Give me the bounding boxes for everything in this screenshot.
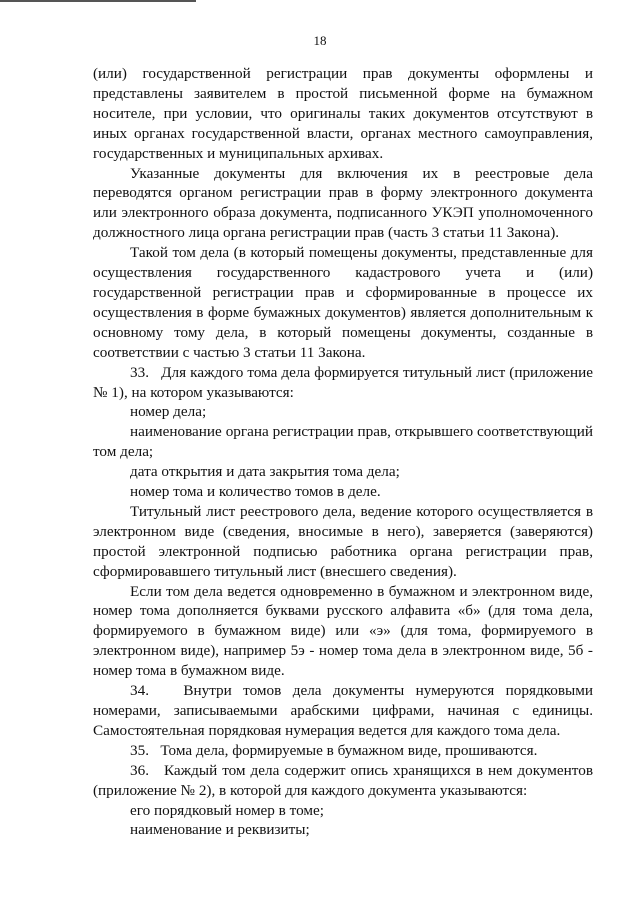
clause-33: 33. Для каждого тома дела формируется титульный лист (приложение № 1), на котором указываются: — [93, 363, 593, 401]
clause-34: 34. Внутри томов дела документы нумеруются порядковыми номерами, записываемыми арабскими цифрами, начиная с единицы. Самостоятельная порядковая нумерация ведется для каждого тома дела. — [93, 682, 593, 739]
clause-36: 36. Каждый том дела содержит опись хранящихся в нем документов (приложение № 2), в которой для каждого документа указываются: — [93, 761, 593, 799]
paragraph-continuation: (или) государственной регистрации прав документы оформлены и представлены заявителем в простой письменной форме на бумажном носителе, при условии, что оригиналы таких документов отсутствуют в иных органах государственной власти, органах местного самоуправления, государственных и муниципальных архивах. — [93, 65, 593, 162]
paragraph: Титульный лист реестрового дела, ведение которого осуществляется в электронном виде (сведения, вносимые в него), заверяется (заверяются) простой электронной подписью работника органа регистрации прав, сформировавшего титульный лист (внесшего сведения). — [93, 502, 593, 580]
paragraph: Такой том дела (в который помещены документы, представленные для осуществления государственного кадастрового учета и (или) государственной регистрации прав и сформированные в процессе их осуществления в форме бумажных документов) является дополнительным к основному тому дела, в который помещены документы, созданные в соответствии с частью 3 статьи 11 Закона. — [93, 244, 593, 361]
page-number: 18 — [313, 33, 327, 48]
paragraph: Указанные документы для включения их в реестровые дела переводятся органом регистрации прав в форму электронного документа или электронного образа документа, подписанного УКЭП уполномоченного должностного лица органа регистрации прав (часть 3 статьи 11 Закона). — [93, 164, 593, 242]
document-body — [93, 64, 593, 840]
list-item: номер тома и количество томов в деле. — [130, 483, 381, 501]
list-item: дата открытия и дата закрытия тома дела; — [130, 463, 400, 481]
top-rule — [0, 0, 196, 2]
list-item: его порядковый номер в томе; — [130, 801, 324, 819]
paragraph: Если том дела ведется одновременно в бумажном и электронном виде, номер тома дополняется буквами русского алфавита «б» (для тома дела, формируемого в бумажном виде) или «э» (для тома, формируемого в электронном виде), например 5э - номер тома дела в электронном виде, 5б - номер тома в бумажном виде. — [93, 582, 593, 680]
list-item: номер дела; — [130, 403, 207, 421]
list-item: наименование органа регистрации прав, открывшего соответствующий том дела; — [93, 423, 593, 461]
list-item: наименование и реквизиты; — [130, 821, 310, 839]
clause-35: 35. Тома дела, формируемые в бумажном виде, прошиваются. — [130, 741, 538, 759]
